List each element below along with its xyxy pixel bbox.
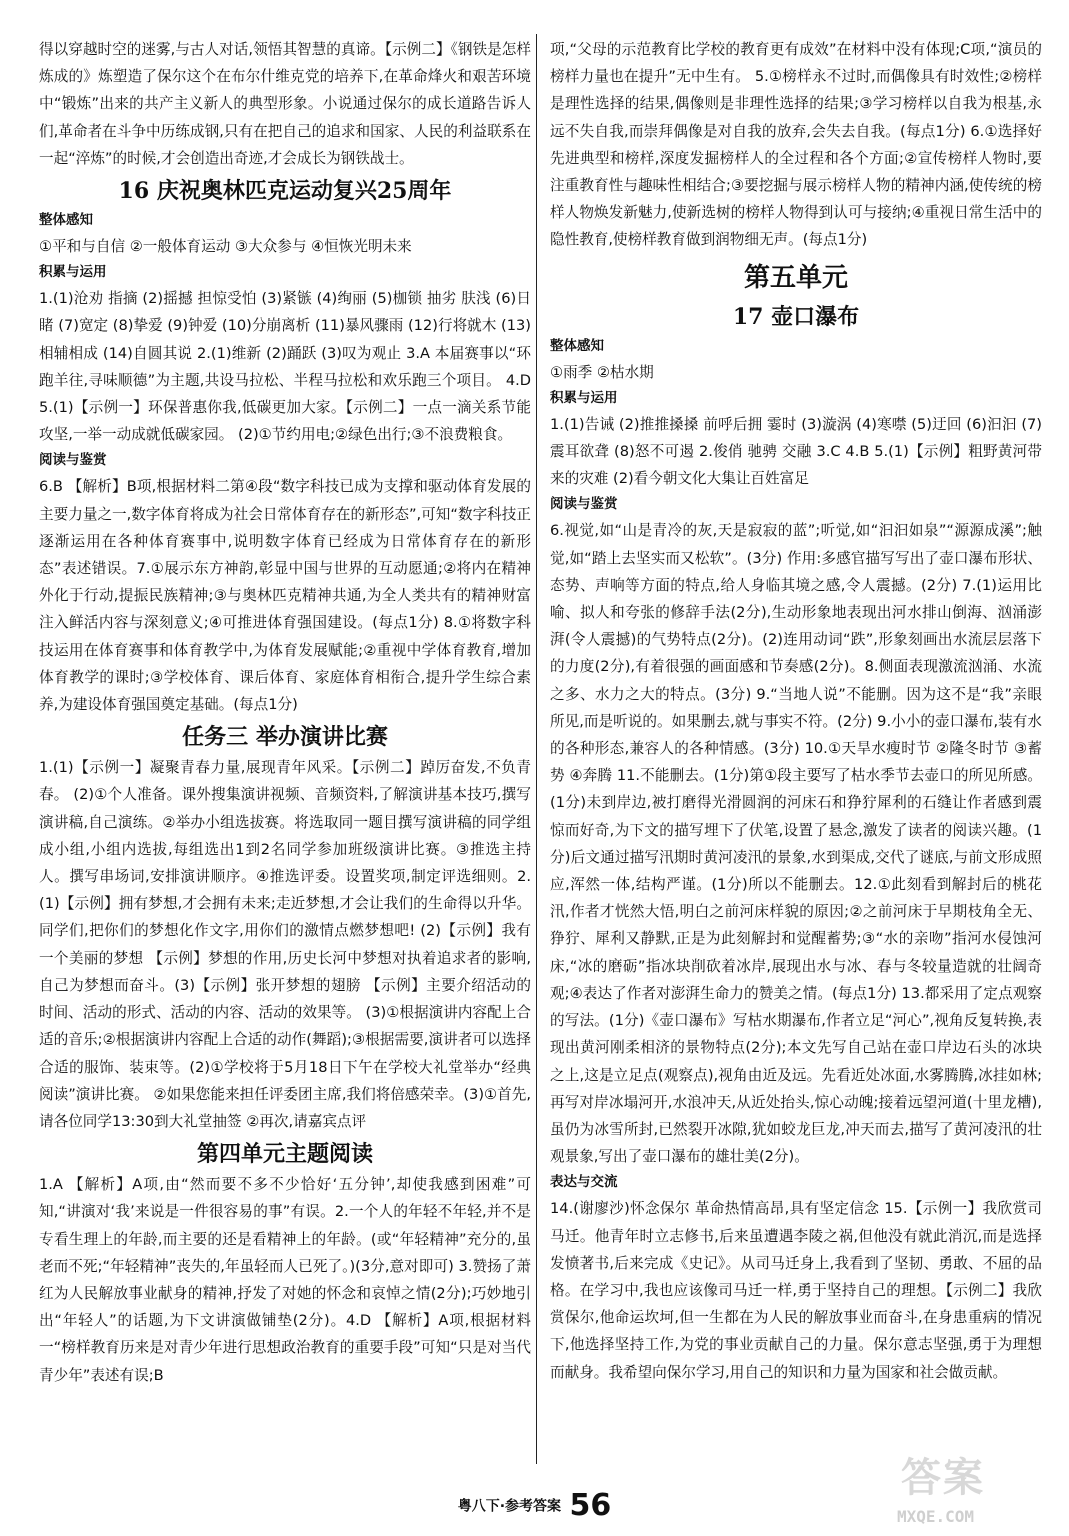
lesson-16-accum-heading: 积累与运用 [39,264,107,281]
lesson-17-reading-heading: 阅读与鉴赏 [550,496,618,513]
lesson-17-overall-text: ①雨季 ②枯水期 [550,363,654,381]
page-number: 56 [569,1488,612,1523]
watermark-text: 答案 [901,1455,985,1501]
unit-5-title: 第五单元 [743,262,848,293]
lesson-17-title: 17 壶口瀑布 [732,303,860,330]
unit-4-reading-text: 1.A 【解析】A项,由“然而要不多不少恰好‘五分钟’,却使我感到困难”可知,“讲演对‘我’来说是一件很容易的事”有误。2.一个人的年轻不年轻,并不是专看生理上的年龄,而主要的还是看精神上的年龄。(或“年轻精神”充分的,虽老而不死;“年轻精神”丧失的,年虽轻而人已死了。)(3分,意对即可) 3.赞扬了萧红为人民解放事业献身的精神,抒发了对她的怀念和哀悼之情(2分);巧妙地引出“年轻人”的话题,为下文讲演做铺垫(2分)。4.D 【解析】A项,根据材料一“榜样教育历来是对青少年进行思想政治教育的重要手段”可知“只是对当代青少年”表述有误;B [39,1176,531,1384]
left-column [39,36,531,1389]
lesson-17-accum-text: 1.(1)告诫 (2)推推搡搡 前呼后拥 霎时 (3)漩涡 (4)寒噤 (5)迂回 (6)汩汩 (7)震耳欲聋 (8)怒不可遏 2.俊俏 驰骋 交融 3.C 4.B 5.(1)【示例】粗野黄河带来的灾难 (2)看今朝文化大集让百姓富足 [550,415,1042,488]
task-3-title: 任务三 举办演讲比赛 [182,724,388,751]
watermark-logo [897,1446,1047,1526]
lesson-17-expression-heading: 表达与交流 [550,1174,618,1191]
lesson-16-accum-text: 1.(1)沧劝 指摘 (2)摇撼 担惊受怕 (3)紧镞 (4)绚丽 (5)枷锁 抽劣 肤浅 (6)日睹 (7)宽定 (8)挚爱 (9)钟爱 (10)分崩离析 (11)暴风骤雨 (12)行将就木 (13)相辅相成 (14)自圆其说 2.(1)维新 (2)踊跃 (3)叹为观止 3.A 本届赛事以“环跑羊往,寻味顺德”为主题,共设马拉松、半程马拉松和欢乐跑三个项目。 4.D 5.(1)【示例一】环保普惠你我,低碳更加大家。【示例二】一点一滴关系节能攻坚,一举一动成就低碳家园。 (2)①节约用电;②绿色出行;③不浪费粮食。 [39,290,531,444]
column-divider [536,34,537,1464]
intro-paragraph-left: 得以穿越时空的迷雾,与古人对话,领悟其智慧的真谛。【示例二】《钢铁是怎样炼成的》炼塑造了保尔这个在布尔什维克党的培养下,在革命烽火和艰苦环境中“锻炼”出来的共产主义新人的典型形象。小说通过保尔的成长道路告诉人们,革命者在斗争中历练成钢,只有在把自己的追求和国家、人民的利益联系在一起“淬炼”的时候,才会创造出奇迹,才会成长为钢铁战士。 [39,41,531,167]
lesson-17-accum-heading: 积累与运用 [550,389,618,406]
lesson-17-reading-text: 6.视觉,如“山是青冷的灰,天是寂寂的蓝”;听觉,如“汩汩如泉”“源源成溪”;触觉,如“踏上去坚实而又松软”。(3分) 作用:多感官描写写出了壶口瀑布形状、态势、声响等方面的特点,给人身临其境之感,令人震撼。(2分) 7.(1)运用比喻、拟人和夸张的修辞手法(2分),生动形象地表现出河水排山倒海、汹涌澎湃(令人震撼)的气势特点(2分)。(2)连用动词“跌”,形象刻画出水流层层落下的力度(2分),有着很强的画面感和节奏感(2分)。8.侧面表现激流汹涌、水流之多、水力之大的特点。(3分) 9.“当地人说”不能删。因为这不是“我”亲眼所见,而是听说的。如果删去,就与事实不符。(2分) 9.小小的壶口瀑布,装有水的各种形态,兼容人的各种情感。(3分) 10.①天旱水瘦时节 ②隆冬时节 ③蓄势 ④奔腾 11.不能删去。(1分)第①段主要写了枯水季节去壶口的所见所感。(1分)未到岸边,被打磨得光滑圆润的河床石和狰狞犀利的石缝让作者感到震惊而好奇,为下文的描写埋下了伏笔,设置了悬念,激发了读者的阅读兴趣。(1分)后文通过描写汛期时黄河凌汛的景象,水到渠成,交代了谜底,与前文形成照应,浑然一体,结构严谨。(1分)所以不能删去。12.①此刻看到解封后的桃花汛,作者才恍然大悟,明白之前河床样貌的原因;②之前河床于早期枝角全无、狰狞、犀利又静默,正是为此刻解封和觉醒蓄势;③“水的亲吻”指河水侵蚀河床,“冰的磨砺”指冰块削砍着冰岸,展现出水与冰、春与冬较量造就的壮阔奇观;④表达了作者对澎湃生命力的赞美之情。(每点1分) 13.都采用了定点观察的写法。(1分)《壶口瀑布》写枯水期瀑布,作者立足“河心”,视角反复转换,表现出黄河刚柔相济的景物特点(2分);本文先写自己站在壶口岸边石头的冰块之上,这是立足点(观察点),视角由近及远。先看近处冰面,水雾腾腾,冰挂如林;再写对岸冰塌河开,水浪冲天,从近处抬头,惊心动魄;接着远望河道(十里龙槽),虽仍为冰雪所封,已然裂开冰隙,犹如蛟龙巨龙,冲天而去,描写了黄河凌汛的壮观景象,写出了壶口瀑布的雄壮美(2分)。 [550,522,1042,1166]
lesson-16-overall-heading: 整体感知 [39,212,93,229]
lesson-16-title: 16 庆祝奥林匹克运动复兴25周年 [118,178,452,205]
task-3-text: 1.(1)【示例一】凝聚青春力量,展现青年风采。【示例二】踔厉奋发,不负青春。 (2)①个人准备。课外搜集演讲视频、音频资料,了解演讲基本技巧,撰写演讲稿,自己演练。②举办小组选拔赛。将选取同一题目撰写演讲稿的同学组成小组,小组内选拔,每组选出1到2名同学参加班级演讲比赛。③推选主持人。撰写串场词,安排演讲顺序。④推选评委。设置奖项,制定评选细则。2.(1)【示例】拥有梦想,才会拥有未来;走近梦想,才会让我们的生命得以升华。同学们,把你们的梦想化作文字,用你们的激情点燃梦想吧! (2)【示例】我有一个美丽的梦想 【示例】梦想的作用,历史长河中梦想对执着追求者的影响,自己为梦想而奋斗。(3)【示例】张开梦想的翅膀 【示例】主要介绍活动的时间、活动的形式、活动的内容、活动的效果等。 (3)①根据演讲内容配上合适的音乐;②根据演讲内容配上合适的动作(舞蹈);③根据需要,演讲者可以选择合适的服饰、装束等。(2)①学校将于5月18日下午在学校大礼堂举办“经典阅读”演讲比赛。 ②如果您能来担任评委团主席,我们将倍感荣幸。(3)①首先,请各位同学13:30到大礼堂抽签 ②再次,请嘉宾点评 [39,759,531,1130]
lesson-17-expression-text: 14.(谢廖沙)怀念保尔 革命热情高昂,具有坚定信念 15.【示例一】我欣赏司马迁。他青年时立志修书,后来虽遭遇李陵之祸,但他没有就此消沉,而是选择发愤著书,后来完成《史记》。从司马迁身上,我看到了坚韧、勇敢、不屈的品格。在学习中,我也应该像司马迁一样,勇于坚持自己的理想。【示例二】我欣赏保尔,他命运坎坷,但一生都在为人民的解放事业而奋斗,在身患重病的情况下,他选择坚持工作,为党的事业贡献自己的力量。保尔意志坚强,勇于为理想而献身。我希望向保尔学习,用自己的知识和力量为国家和社会做贡献。 [550,1200,1042,1381]
lesson-16-overall-text: ①平和与自信 ②一般体育运动 ③大众参与 ④恒恢光明未来 [39,238,412,256]
right-column [550,36,1042,1386]
intro-paragraph-right: 项,“父母的示范教育比学校的教育更有成效”在材料中没有体现;C项,“演员的榜样力量也在提升”无中生有。 5.①榜样永不过时,而偶像具有时效性;②榜样是理性选择的结果,偶像则是非理性选择的结果;③学习榜样以自我为根基,永远不失自我,而崇拜偶像是对自我的放弃,会失去自我。(每点1分) 6.①选择好先进典型和榜样,深度发掘榜样人的全过程和各个方面;②宣传榜样人物时,要注重教育性与趣味性相结合;③要挖掘与展示榜样人物的精神内涵,使传统的榜样人物焕发新魅力,使新选树的榜样人物得到认可与接纳;④重视日常生活中的隐性教育,使榜样教育做到润物细无声。(每点1分) [550,41,1042,249]
lesson-16-reading-text: 6.B 【解析】B项,根据材料二第④段“数字科技已成为支撑和驱动体育发展的主要力量之一,数字体育将成为社会日常体育存在的新形态”,可知“数字科技正逐渐运用在各种体育赛事中,说明数字体育已经成为日常体育存在的新形态”表述错误。7.①展示东方神韵,彰显中国与世界的互动愿通;②将内在精神外化于行动,提振民族精神;③与奥林匹克精神共通,为全人类共有的精神财富注入鲜活内容与深刻意义;④可推进体育强国建设。(每点1分) 8.①将数字科技运用在体育赛事和体育教学中,为体育发展赋能;②重视中学体育教育,增加体育教学的课时;③学校体育、课后体育、家庭体育相衔合,提升学生综合素养,为建设体育强国奠定基础。(每点1分) [39,478,531,714]
lesson-16-reading-heading: 阅读与鉴赏 [39,452,107,469]
watermark-url: MXQE.COM [897,1507,975,1526]
footer-label: 粤八下·参考答案 [457,1498,562,1515]
unit-4-reading-title: 第四单元主题阅读 [196,1141,373,1168]
lesson-17-overall-heading: 整体感知 [550,337,604,354]
